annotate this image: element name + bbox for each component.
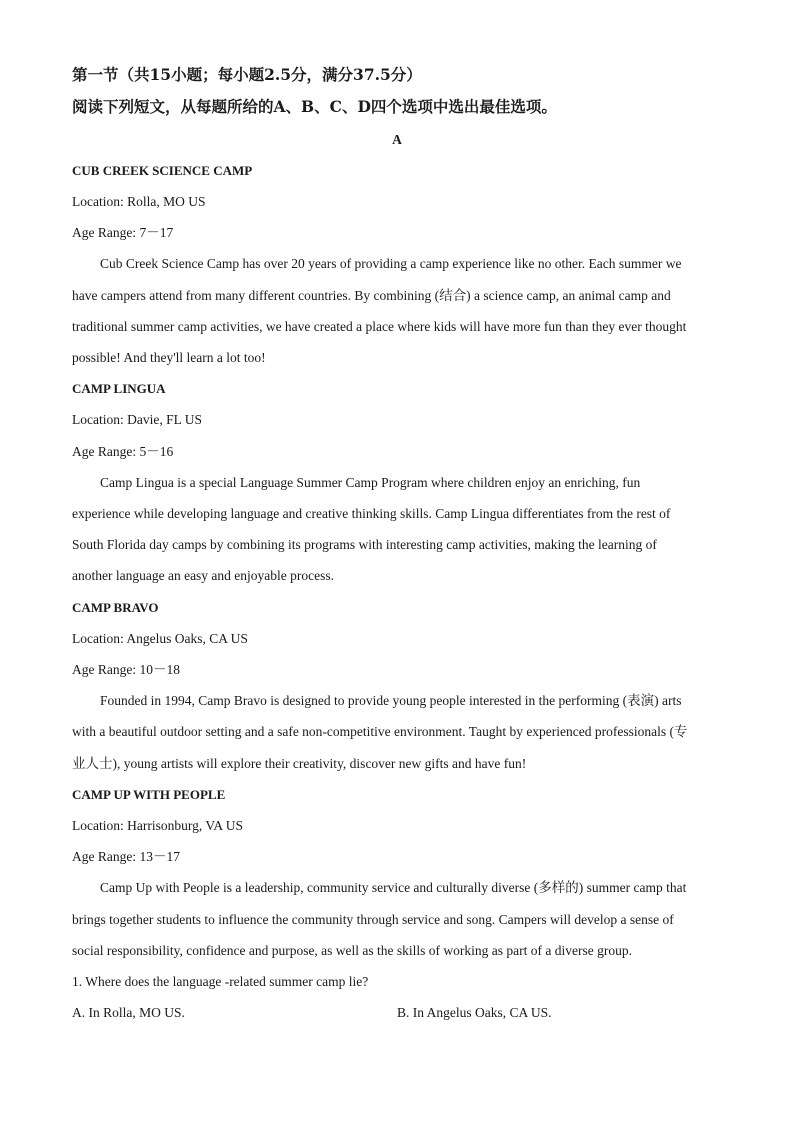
camp-description-line: traditional summer camp activities, we have created a place where kids will have more fun than they ever thought	[72, 319, 687, 334]
answer-option-a: A. In Rolla, MO US.	[72, 1005, 185, 1020]
camp-description-line: brings together students to influence the community through service and song. Campers will develop a sense of	[72, 912, 674, 927]
camp-age-range: Age Range: 7－17	[72, 225, 174, 240]
passage-letter: A	[392, 132, 402, 147]
camp-description-line: experience while developing language and creative thinking skills. Camp Lingua differentiates from the rest of	[72, 506, 671, 521]
camp-location: Location: Davie, FL US	[72, 412, 202, 427]
camp-description-line: Cub Creek Science Camp has over 20 years of providing a camp experience like no other. Each summer we	[100, 256, 682, 271]
camp-age-range: Age Range: 10－18	[72, 662, 180, 677]
camp-description-line: possible! And they'll learn a lot too!	[72, 350, 266, 365]
camp-name: CAMP UP WITH PEOPLE	[72, 787, 226, 802]
camp-description-line: with a beautiful outdoor setting and a safe non-competitive environment. Taught by experienced professionals (专	[72, 724, 688, 739]
camp-description-line: have campers attend from many different countries. By combining (结合) a science camp, an animal camp and	[72, 288, 671, 303]
camp-name: CAMP BRAVO	[72, 600, 159, 615]
camp-description-line: South Florida day camps by combining its programs with interesting camp activities, making the learning of	[72, 537, 657, 552]
camp-description-line: Camp Up with People is a leadership, community service and culturally diverse (多样的) summer camp that	[100, 880, 687, 895]
camp-description-line: 业人士), young artists will explore their creativity, discover new gifts and have fun!	[72, 756, 527, 771]
camp-location: Location: Harrisonburg, VA US	[72, 818, 243, 833]
camp-location: Location: Rolla, MO US	[72, 194, 206, 209]
camp-description-line: Camp Lingua is a special Language Summer Camp Program where children enjoy an enriching, fun	[100, 475, 641, 490]
answer-option-b: B. In Angelus Oaks, CA US.	[397, 1005, 552, 1020]
camp-age-range: Age Range: 5－16	[72, 444, 174, 459]
camp-age-range: Age Range: 13－17	[72, 849, 180, 864]
camp-location: Location: Angelus Oaks, CA US	[72, 631, 248, 646]
camp-name: CAMP LINGUA	[72, 381, 166, 396]
camp-description-line: Founded in 1994, Camp Bravo is designed to provide young people interested in the performing (表演) arts	[100, 693, 682, 708]
question-text: 1. Where does the language -related summer camp lie?	[72, 974, 369, 989]
camp-description-line: another language an easy and enjoyable process.	[72, 568, 335, 583]
camp-description-line: social responsibility, confidence and purpose, as well as the skills of working as part of a diverse group.	[72, 943, 632, 958]
section-instruction: 阅读下列短文，从每题所给的A、B、C、D四个选项中选出最佳选项。	[72, 97, 557, 116]
section-heading: 第一节（共15小题；每小题2.5分，满分37.5分）	[72, 65, 422, 84]
camp-name: CUB CREEK SCIENCE CAMP	[72, 163, 253, 178]
